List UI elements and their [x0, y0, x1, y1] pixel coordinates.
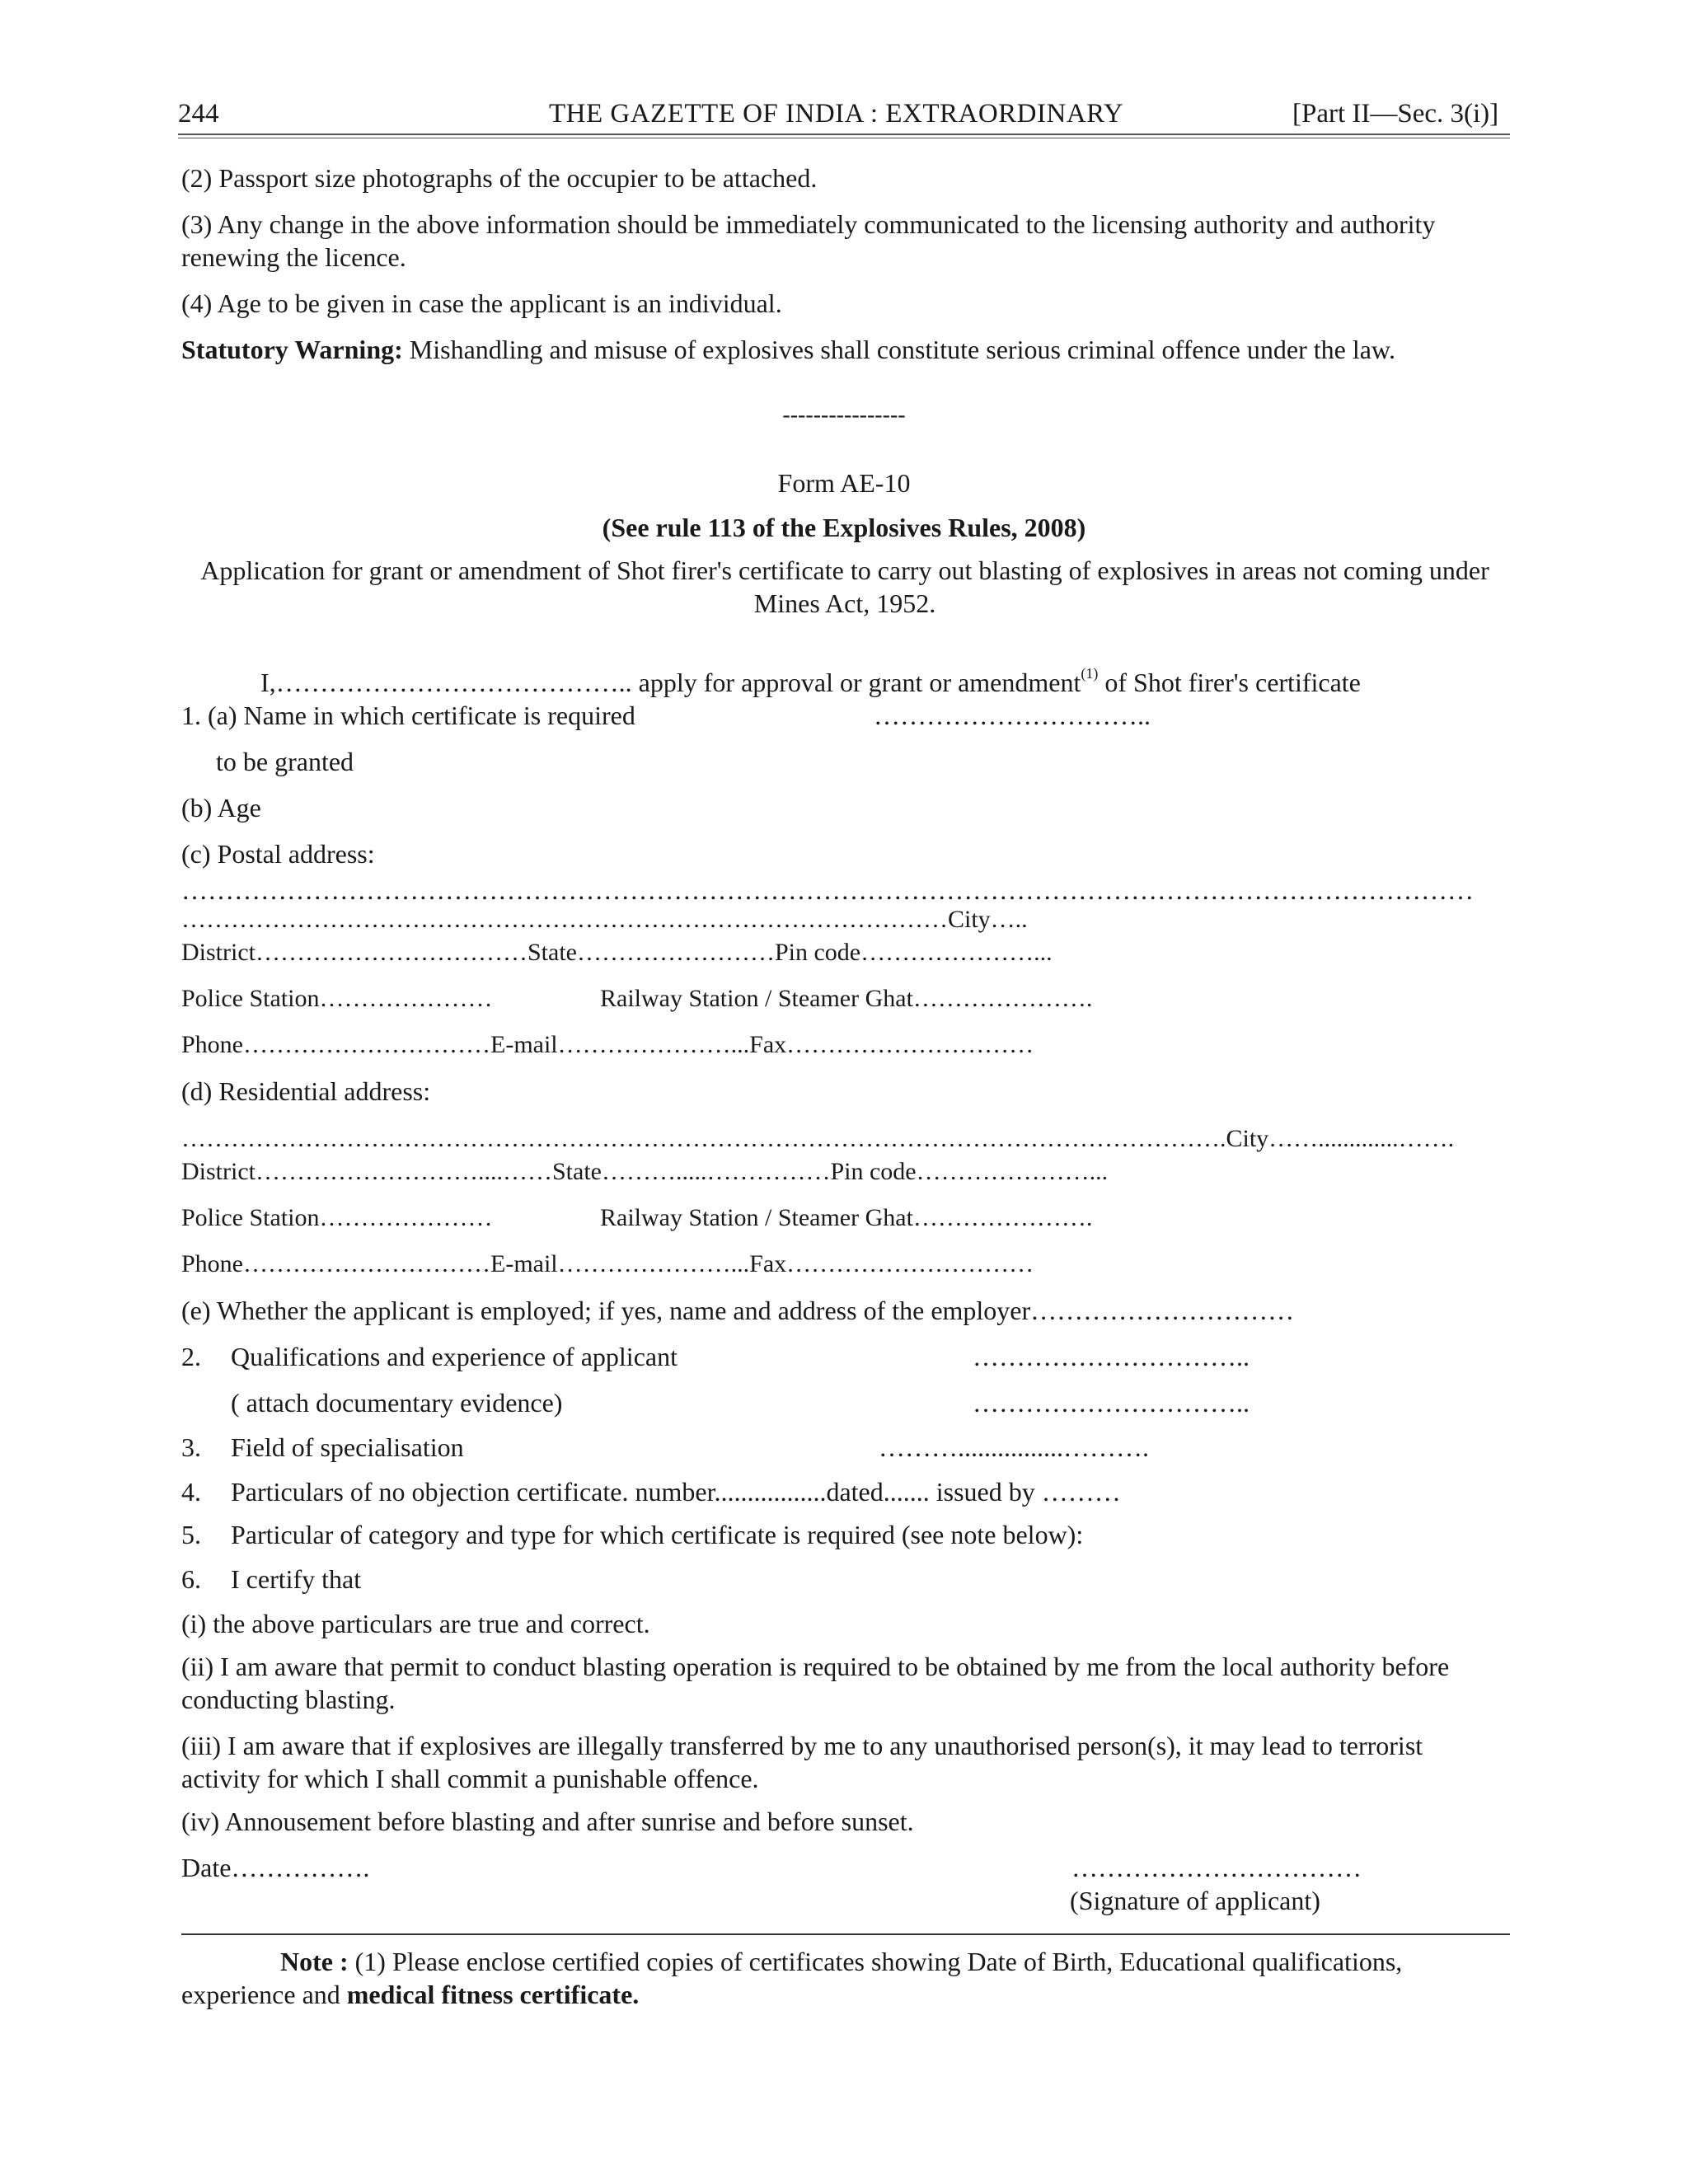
warning-label: Statutory Warning:	[181, 335, 403, 364]
postal-district-line: District……………………………State……………………Pin code…………………...	[181, 939, 1053, 966]
item-4-label: Particulars of no objection certificate. number.................dated....... issued by ………	[231, 1477, 1121, 1507]
section-label: [Part II—Sec. 3(i)]	[1292, 99, 1499, 129]
intro-prefix: I,………………………………….. apply for approval or grant or amendment	[260, 668, 1081, 697]
residential-railway-station: Railway Station / Steamer Ghat………………….	[600, 1204, 1093, 1231]
item-2-dots: …………………………..	[973, 1342, 1250, 1371]
warning-text: Mishandling and misuse of explosives shall constitute serious criminal offence under the law.	[402, 335, 1395, 364]
item-1d-label: (d) Residential address:	[181, 1076, 431, 1106]
signature-dots: ……………………………	[1071, 1853, 1362, 1882]
item-2-sub-dots: …………………………..	[973, 1388, 1250, 1418]
item-1e-label: (e) Whether the applicant is employed; if yes, name and address of the employer…………………………	[181, 1296, 1295, 1325]
postal-line-2: …………………………………………………………………………………City…..	[181, 906, 1028, 933]
item-2-sub: ( attach documentary evidence)	[231, 1388, 563, 1418]
note-3: (3) Any change in the above information should be immediately communicated to the licensing authority and authority renewing the licence.	[181, 209, 1436, 272]
item-4-number: 4.	[181, 1477, 201, 1507]
certify-iii: (iii) I am aware that if explosives are illegally transferred by me to any unauthorised person(s), it may lead to terrorist activity for which I shall commit a punishable offence.	[181, 1731, 1423, 1793]
note-4: (4) Age to be given in case the applicant is an individual.	[181, 288, 782, 318]
item-2-number: 2.	[181, 1342, 201, 1371]
item-6-label: I certify that	[231, 1564, 362, 1594]
item-1c-label: (c) Postal address:	[181, 839, 375, 869]
intro-sup: (1)	[1081, 665, 1099, 682]
certify-i: (i) the above particulars are true and correct.	[181, 1609, 650, 1638]
signature-label: (Signature of applicant)	[1070, 1886, 1320, 1915]
item-1b-label: (b) Age	[181, 793, 261, 823]
header-rule-top	[178, 134, 1510, 135]
residential-line-1: ……………………………………………………………………………………………………………….City…….............…….	[181, 1125, 1455, 1152]
separator: ----------------	[782, 402, 906, 428]
note-text: (1) Please enclose certified copies of certificates showing Date of Birth, Educational qualifications, experience and	[181, 1947, 1403, 2009]
certify-ii: (ii) I am aware that permit to conduct blasting operation is required to be obtained by me from the local authority before conducting blasting.	[181, 1652, 1450, 1714]
item-3-number: 3.	[181, 1432, 201, 1462]
postal-line-1: …………………………………………………………………………………………………………………………………	[181, 875, 1474, 905]
form-name: Form AE-10	[777, 468, 911, 498]
item-1a-cont: to be granted	[216, 747, 354, 776]
postal-phone-line: Phone…………………………E-mail…………………...Fax…………………………	[181, 1031, 1034, 1058]
postal-police-station: Police Station…………………	[181, 985, 493, 1012]
item-1a-label: 1. (a) Name in which certificate is required	[181, 701, 635, 730]
intro-suffix: of Shot firer's certificate	[1098, 668, 1361, 697]
item-2-label: Qualifications and experience of applicant	[231, 1342, 678, 1371]
item-5-number: 5.	[181, 1520, 201, 1549]
certify-iv: (iv) Annousement before blasting and after sunrise and before sunset.	[181, 1807, 914, 1836]
item-3-label: Field of specialisation	[231, 1432, 464, 1462]
form-rule: (See rule 113 of the Explosives Rules, 2008)	[602, 513, 1086, 542]
form-description: Application for grant or amendment of Shot firer's certificate to carry out blasting of explosives in areas not coming under Mines Act, 1952.	[200, 555, 1489, 618]
note-bold-tail: medical fitness certificate.	[346, 1980, 640, 2009]
item-6-number: 6.	[181, 1564, 201, 1594]
residential-phone-line: Phone…………………………E-mail…………………...Fax…………………………	[181, 1250, 1034, 1277]
note-2: (2) Passport size photographs of the occupier to be attached.	[181, 163, 818, 193]
date-field: Date…………….	[181, 1853, 370, 1882]
intro-line	[260, 666, 1361, 699]
residential-police-station: Police Station…………………	[181, 1204, 493, 1231]
gazette-title: THE GAZETTE OF INDIA : EXTRAORDINARY	[549, 99, 1124, 129]
postal-railway-station: Railway Station / Steamer Ghat………………….	[600, 985, 1093, 1012]
footer-note	[181, 1945, 1508, 2011]
residential-district-line: District………………………....……State……….....……………Pin code…………………...	[181, 1158, 1109, 1185]
note-rule	[181, 1933, 1510, 1935]
note-label: Note :	[280, 1947, 349, 1976]
page-number: 244	[178, 99, 219, 129]
statutory-warning	[181, 333, 1508, 366]
item-5-label: Particular of category and type for which certificate is required (see note below):	[231, 1520, 1084, 1549]
item-3-dots: ………................……….	[879, 1432, 1149, 1462]
item-1a-dots: …………………………..	[874, 701, 1151, 730]
